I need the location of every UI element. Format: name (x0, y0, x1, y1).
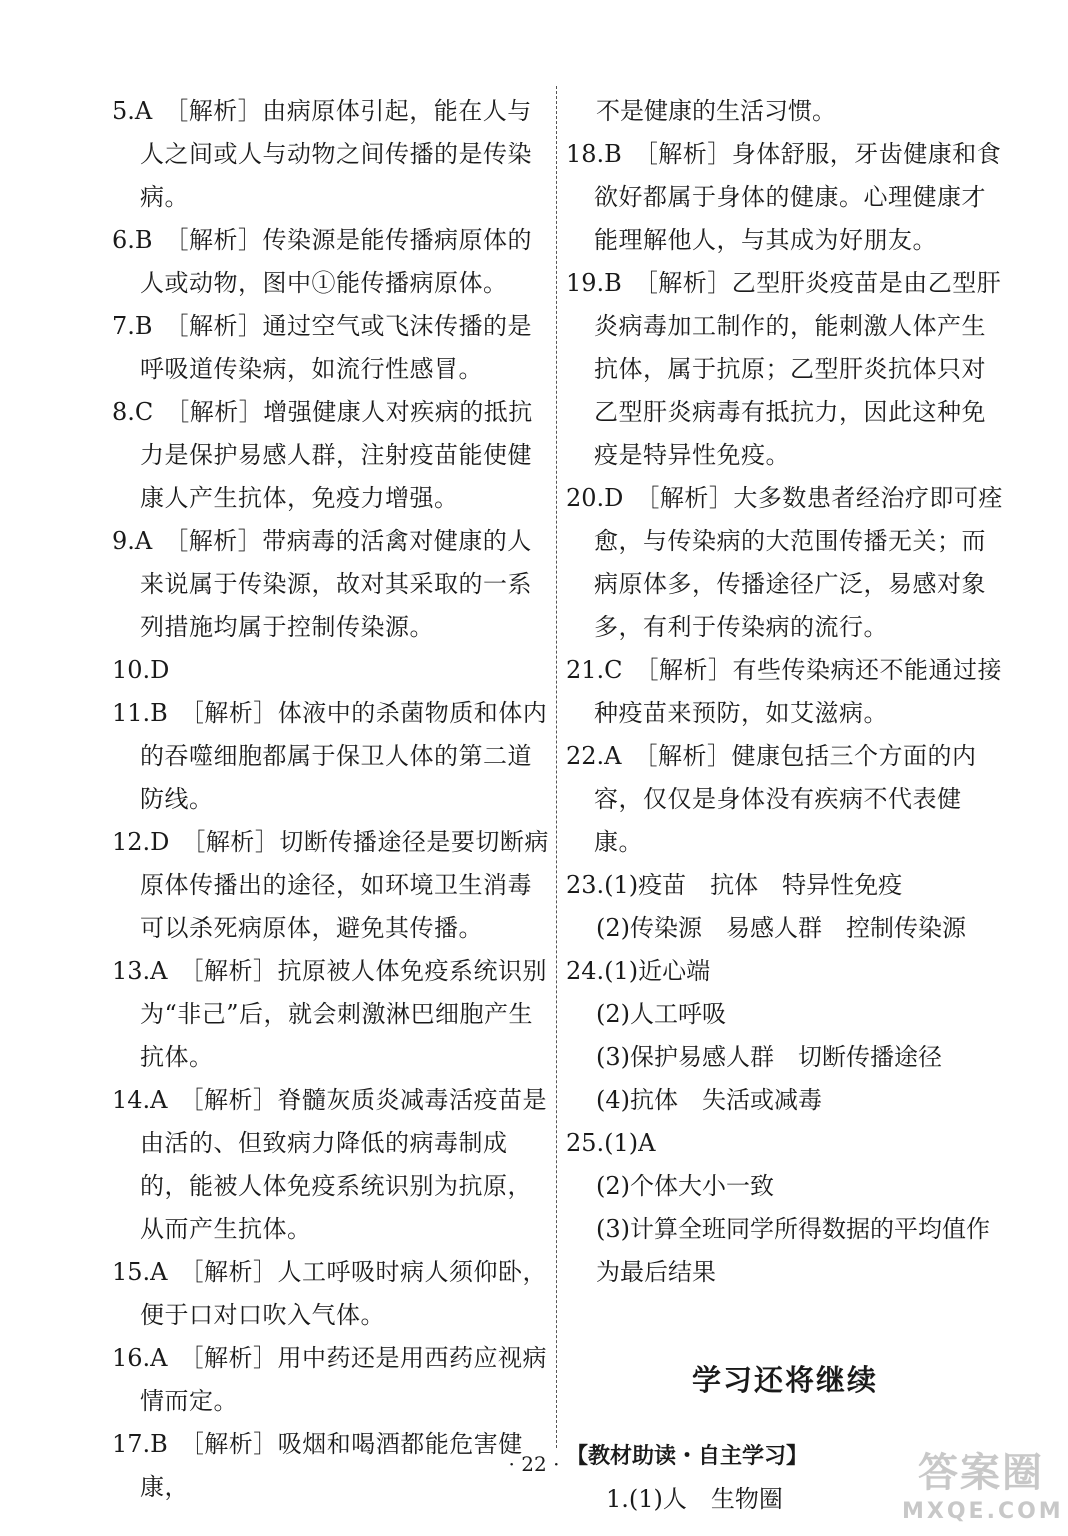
answer-item-13: 13.A ［解析］抗原被人体免疫系统识别为“非己”后，就会刺激淋巴细胞产生抗体。 (112, 957, 547, 1071)
right-column (566, 90, 1004, 1521)
watermark-text-bottom: MXQE.COM (902, 1499, 1064, 1524)
answer-item-20: 20.D ［解析］大多数患者经治疗即可痊愈，与传染病的大范围传播无关；而病原体多，传播途径广泛，易感对象多，有利于传染病的流行。 (566, 484, 1003, 641)
answer-item-8: 8.C ［解析］增强健康人对疾病的抵抗力是保护易感人群，注射疫苗能使健康人产生抗体，免疫力增强。 (112, 398, 533, 512)
answer-item-17: 17.B ［解析］吸烟和喝酒都能危害健康， (112, 1430, 523, 1501)
answer-24-part: (3)保护易感人群 切断传播途径 (596, 1043, 942, 1071)
answer-23-part: (2)传染源 易感人群 控制传染源 (596, 914, 966, 942)
answer-item-14: 14.A ［解析］脊髓灰质炎减毒活疫苗是由活的、但致病力降低的病毒制成的，能被人体免疫系统识别为抗原，从而产生抗体。 (112, 1086, 547, 1243)
left-column (112, 90, 550, 1509)
answer-item-9: 9.A ［解析］带病毒的活禽对健康的人来说属于传染源，故对其采取的一系列措施均属于控制传染源。 (112, 527, 532, 641)
answer-item-21: 21.C ［解析］有些传染病还不能通过接种疫苗来预防，如艾滋病。 (566, 656, 1003, 727)
answer-item-11: 11.B ［解析］体液中的杀菌物质和体内的吞噬细胞都属于保卫人体的第二道防线。 (112, 699, 548, 813)
answer-24-part: (4)抗体 失活或减毒 (596, 1086, 822, 1114)
section-heading: 学习还将继续 (691, 1363, 878, 1397)
watermark-text-top: 答案圈 (918, 1450, 1044, 1496)
answer-item-7: 7.B ［解析］通过空气或飞沫传播的是呼吸道传染病，如流行性感冒。 (112, 312, 533, 383)
answer-item-5: 5.A ［解析］由病原体引起，能在人与人之间或人与动物之间传播的是传染病。 (112, 97, 532, 211)
answer-25-part: (2)个体大小一致 (596, 1172, 774, 1200)
answer-item-22: 22.A ［解析］健康包括三个方面的内容，仅仅是身体没有疾病不代表健康。 (566, 742, 977, 856)
answer-item-25: 25.(1)A (566, 1129, 656, 1157)
answer-item-23: 23.(1)疫苗 抗体 特异性免疫 (566, 871, 903, 899)
answer-item-6: 6.B ［解析］传染源是能传播病原体的人或动物，图中①能传播病原体。 (112, 226, 533, 297)
page-number: · 22 · (508, 1452, 560, 1476)
answer-item-16: 16.A ［解析］用中药还是用西药应视病情而定。 (112, 1344, 547, 1415)
answer-24-part: (2)人工呼吸 (596, 1000, 726, 1028)
answer-item-10: 10.D (112, 656, 170, 684)
answer-item-24: 24.(1)近心端 (566, 957, 711, 985)
column-divider (556, 86, 557, 1448)
answer-17-continuation: 不是健康的生活习惯。 (596, 97, 836, 125)
section-label: 【教材助读・自主学习】 (566, 1444, 809, 1469)
answer-item-12: 12.D ［解析］切断传播途径是要切断病原体传播出的途径，如环境卫生消毒可以杀死病原体，避免其传播。 (112, 828, 549, 942)
watermark-logo (902, 1448, 1064, 1532)
answer-25-part: (3)计算全班同学所得数据的平均值作为最后结果 (596, 1215, 990, 1286)
answer-item-18: 18.B ［解析］身体舒服，牙齿健康和食欲好都属于身体的健康。心理健康才能理解他人，与其成为好朋友。 (566, 140, 1002, 254)
answer-item-19: 19.B ［解析］乙型肝炎疫苗是由乙型肝炎病毒加工制作的，能刺激人体产生抗体，属于抗原；乙型肝炎抗体只对乙型肝炎病毒有抵抗力，因此这种免疫是特异性免疫。 (566, 269, 1002, 469)
answer-item-1: 1.(1)人 生物圈 (606, 1485, 783, 1513)
answer-item-15: 15.A ［解析］人工呼吸时病人须仰卧，便于口对口吹入气体。 (112, 1258, 547, 1329)
